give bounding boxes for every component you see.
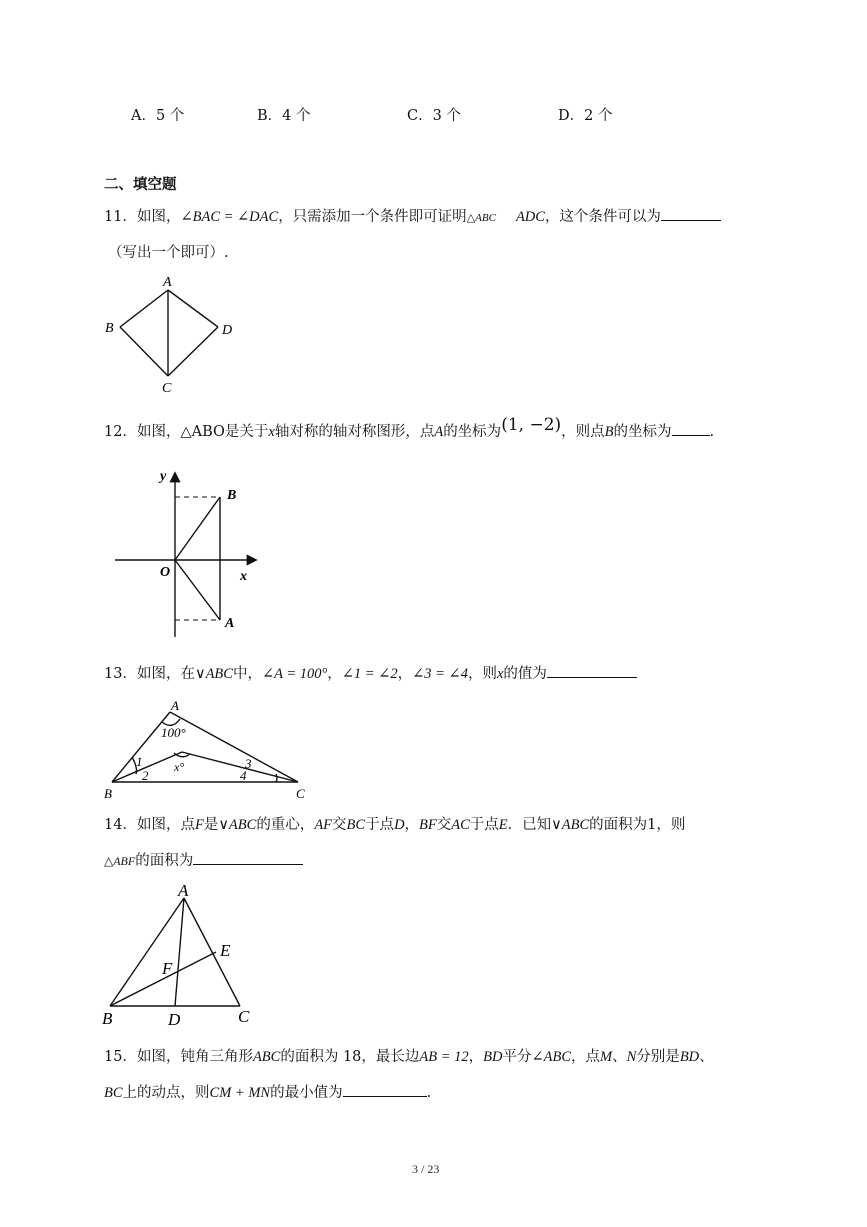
q13-line1 [104,662,637,683]
q12-answer-blank[interactable] [672,421,710,436]
q12-label-x: x [240,569,247,584]
q14-text9: 的面积为 [589,817,648,833]
q13-math3: ∠1 = ∠2 [341,666,398,682]
q13-text3: ， [397,666,413,682]
q14-line2 [104,849,303,870]
q15-math7: BD [679,1049,700,1065]
q12-figure [110,462,270,642]
q15-text3: 平分 [502,1049,532,1065]
q14-label-b: B [102,1009,113,1028]
q15-math2: AB = 12 [419,1049,469,1065]
q15-text2: ， [468,1049,484,1065]
q15-math3: BD [483,1049,503,1065]
q14-text10: ，则 [656,817,686,833]
q14-text3: 交 [332,817,347,833]
q15-answer-blank[interactable] [343,1082,427,1097]
q13-math4: ∠3 = ∠4 [412,666,468,682]
q14-math9: ∨ABC [551,817,590,833]
q11-line2: （写出一个即可）. [108,245,229,261]
q11-label-d: D [222,323,233,338]
q11-num: 11．如图， [104,209,181,225]
q15-math4: ∠ABC [531,1049,572,1065]
q15-text6: 分别是 [636,1049,680,1065]
q13-label-4: 4 [240,768,247,783]
q13-math1: ∨ABC [194,666,233,682]
q14-num: 14．如图，点 [104,817,195,833]
q12-text4: ，则点 [561,424,605,440]
q14-label-e: E [220,941,231,960]
q15-line2-math2: CM + MN [209,1085,271,1101]
q14-line2-text: 的面积为 [135,853,194,869]
q12-text1: 是关于 [224,424,269,440]
q14-math8: E [498,817,508,833]
q12-label-o: O [160,565,171,580]
q11-label-a: A [163,275,172,290]
q11-line1 [104,205,721,226]
q14-text6: 交 [436,817,452,833]
q11-answer-blank[interactable] [661,206,721,221]
q15-line2-text1: 上的动点，则 [122,1085,210,1101]
q12-ob [175,497,220,560]
q13-label-a: A [171,698,179,713]
q13-arc-c [276,774,277,782]
q13-edge-ab [112,712,170,782]
section-title: 二、填空题 [104,176,177,193]
q14-math7: AC [451,817,470,833]
q15-math5: M [600,1049,613,1065]
q14-figure [98,880,268,1028]
q15-end: . [426,1085,432,1101]
q11-text2: ，这个条件可以为 [544,209,661,225]
q13-num: 13．如图，在 [104,666,195,682]
q14-math6: BF [419,817,437,833]
q11-figure [100,272,250,396]
q12-math5: B [604,424,614,440]
q11-label-b: B [105,321,114,336]
q15-num: 15．如图，钝角三角形 [104,1049,253,1065]
q15-text1: 的面积为 18，最长边 [280,1049,420,1065]
q14-answer-blank[interactable] [193,850,303,865]
q14-math3: AF [314,817,333,833]
q14-median-ad [175,898,184,1006]
q11-math1: ∠BAC = ∠DAC [180,209,279,225]
q12-text3: 的坐标为 [443,424,502,440]
q11-edge-ab [120,290,168,327]
q12-math2: x [268,424,275,440]
q12-line1 [104,415,715,441]
q13-math2: ∠A = 100° [261,666,328,682]
option-b: B．4 个 [257,108,311,124]
q12-math3: A [434,424,444,440]
q14-math2: ∨ABC [218,817,257,833]
q14-text4: 于点 [365,817,395,833]
q11-math2: △ABC [466,212,496,224]
q14-label-a: A [178,881,189,900]
q14-line1 [104,813,685,834]
option-c: C．3 个 [407,108,461,124]
q14-math4: BC [346,817,366,833]
q15-text5: 、 [612,1049,627,1065]
q13-figure [100,694,315,802]
q12-label-a: A [225,616,235,631]
q11-label-c: C [162,381,172,396]
q14-line2-math: △ABF [104,854,136,868]
q14-math10: 1 [647,817,657,833]
q15-math6: N [626,1049,637,1065]
option-a: A．5 个 [131,108,185,124]
q13-label-x: x° [174,760,185,774]
q13-text4: ，则 [467,666,497,682]
option-d: D．2 个 [558,108,613,124]
q13-label-1: 1 [136,754,143,769]
q13-label-2: 2 [142,768,149,783]
q15-line1 [104,1045,714,1066]
page-number: 3 / 23 [412,1162,440,1176]
q13-answer-blank[interactable] [547,663,637,678]
q14-label-f: F [162,959,173,978]
q13-edge-ac [170,712,298,782]
q15-text7: 、 [699,1049,714,1065]
q13-label-b: B [104,786,112,801]
q11-edge-ad [168,290,218,327]
q13-label-3: 3 [245,756,252,771]
q14-math1: F [194,817,204,833]
q14-text2: 的重心， [256,817,315,833]
q14-text8: ．已知 [507,817,552,833]
q13-text1: 中， [232,666,262,682]
q12-oa [175,560,220,620]
q12-label-y: y [160,469,167,484]
q14-label-c: C [238,1007,250,1026]
q14-text1: 是 [203,817,219,833]
q11-text1: ，只需添加一个条件即可证明 [278,209,467,225]
q14-math5: D [394,817,405,833]
q13-text5: 的值为 [503,666,547,682]
q13-label-100: 100° [161,725,186,740]
q15-line2-text2: 的最小值为 [270,1085,343,1101]
q14-text7: 于点 [469,817,499,833]
q13-math5: x [496,666,504,682]
q12-label-b: B [227,488,237,503]
q11-math3: ADC [515,209,545,225]
q12-text5: 的坐标为 [613,424,672,440]
q15-text4: ，点 [571,1049,601,1065]
q14-label-d: D [168,1010,181,1028]
q15-line2 [104,1081,431,1102]
q14-edge-ac [184,898,240,1006]
q12-math1: △ABO [180,424,225,440]
q13-label-c: C [296,786,305,801]
q12-end: . [709,424,715,440]
q12-text2: 轴对称的轴对称图形，点 [274,424,435,440]
q11-edge-bc [120,327,168,376]
q11-edge-dc [168,327,218,376]
q14-text5: ， [404,817,420,833]
q13-text2: ， [327,666,342,682]
q12-num: 12．如图， [104,424,181,440]
q14-edge-ab [110,898,184,1006]
q15-math1: ABC [252,1049,281,1065]
q15-line2-math1: BC [104,1085,123,1101]
q12-math4: (1, −2) [501,415,562,435]
